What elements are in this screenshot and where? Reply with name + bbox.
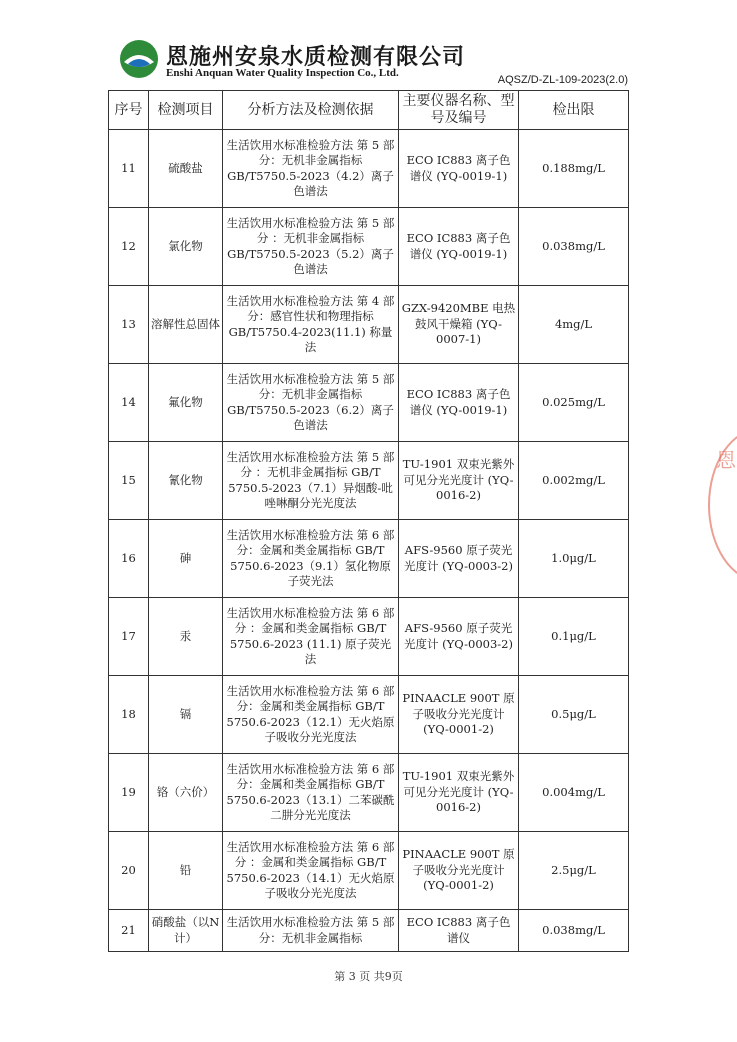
table-row — [109, 520, 629, 598]
cell-instrument: AFS-9560 原子荧光光度计 (YQ-0003-2) — [399, 520, 519, 598]
cell-method: 生活饮用水标准检验方法 第 4 部分：感官性状和物理指标 GB/T5750.4-2023(11.1) 称量法 — [223, 286, 399, 364]
cell-item: 砷 — [149, 520, 223, 598]
test-methods-table — [108, 90, 629, 952]
cell-item: 氯化物 — [149, 208, 223, 286]
cell-method: 生活饮用水标准检验方法 第 6 部分 ：金属和类金属指标 GB/T 5750.6-2023 (11.1) 原子荧光法 — [223, 598, 399, 676]
cell-no: 19 — [109, 754, 149, 832]
cell-item: 氟化物 — [149, 364, 223, 442]
cell-item: 氰化物 — [149, 442, 223, 520]
table-row — [109, 208, 629, 286]
cell-limit: 1.0μg/L — [519, 520, 629, 598]
cell-limit: 0.002mg/L — [519, 442, 629, 520]
cell-no: 11 — [109, 130, 149, 208]
cell-method: 生活饮用水标准检验方法 第 5 部分：无机非金属指标 GB/T5750.5-2023（4.2）离子色谱法 — [223, 130, 399, 208]
table-header-row — [109, 91, 629, 130]
cell-no: 18 — [109, 676, 149, 754]
cell-instrument: ECO IC883 离子色谱仪 (YQ-0019-1) — [399, 130, 519, 208]
cell-instrument: GZX-9420MBE 电热鼓风干燥箱 (YQ-0007-1) — [399, 286, 519, 364]
cell-limit: 0.038mg/L — [519, 208, 629, 286]
cell-item: 溶解性总固体 — [149, 286, 223, 364]
company-name-en: Enshi Anquan Water Quality Inspection Co., Ltd. — [166, 67, 399, 79]
cell-limit: 2.5μg/L — [519, 832, 629, 910]
cell-limit: 0.038mg/L — [519, 910, 629, 952]
cell-limit: 0.004mg/L — [519, 754, 629, 832]
company-name-cn: 恩施州安泉水质检测有限公司 — [166, 44, 466, 70]
header-no: 序号 — [109, 91, 149, 130]
table-row — [109, 286, 629, 364]
cell-item: 汞 — [149, 598, 223, 676]
cell-instrument: ECO IC883 离子色谱仪 (YQ-0019-1) — [399, 208, 519, 286]
cell-method: 生活饮用水标准检验方法 第 5 部分：无机非金属指标 GB/T5750.5-2023（6.2）离子色谱法 — [223, 364, 399, 442]
cell-limit: 0.1μg/L — [519, 598, 629, 676]
cell-no: 21 — [109, 910, 149, 952]
table-row — [109, 130, 629, 208]
cell-instrument: PINAACLE 900T 原子吸收分光光度计 (YQ-0001-2) — [399, 832, 519, 910]
table-row — [109, 442, 629, 520]
table-row — [109, 676, 629, 754]
page-header — [118, 36, 638, 92]
header-instrument: 主要仪器名称、型号及编号 — [399, 91, 519, 130]
table-row — [109, 910, 629, 952]
table-row — [109, 754, 629, 832]
cell-instrument: ECO IC883 离子色谱仪 — [399, 910, 519, 952]
cell-item: 镉 — [149, 676, 223, 754]
stamp-text: 恩 — [716, 448, 736, 472]
cell-limit: 0.5μg/L — [519, 676, 629, 754]
cell-limit: 4mg/L — [519, 286, 629, 364]
cell-instrument: TU-1901 双束光紫外可见分光光度计 (YQ-0016-2) — [399, 754, 519, 832]
cell-no: 15 — [109, 442, 149, 520]
company-logo-icon — [118, 38, 160, 80]
header-method: 分析方法及检测依据 — [223, 91, 399, 130]
cell-no: 20 — [109, 832, 149, 910]
cell-no: 12 — [109, 208, 149, 286]
cell-method: 生活饮用水标准检验方法 第 6 部分：金属和类金属指标 GB/T 5750.6-2023（13.1）二苯碳酰二肼分光光度法 — [223, 754, 399, 832]
cell-item: 铅 — [149, 832, 223, 910]
cell-instrument: AFS-9560 原子荧光光度计 (YQ-0003-2) — [399, 598, 519, 676]
cell-limit: 0.025mg/L — [519, 364, 629, 442]
table-row — [109, 364, 629, 442]
cell-no: 13 — [109, 286, 149, 364]
cell-instrument: ECO IC883 离子色谱仪 (YQ-0019-1) — [399, 364, 519, 442]
cell-instrument: TU-1901 双束光紫外可见分光光度计 (YQ-0016-2) — [399, 442, 519, 520]
cell-method: 生活饮用水标准检验方法 第 6 部分：金属和类金属指标 GB/T 5750.6-2023（9.1）氢化物原子荧光法 — [223, 520, 399, 598]
cell-method: 生活饮用水标准检验方法 第 5 部分：无机非金属指标 — [223, 910, 399, 952]
cell-method: 生活饮用水标准检验方法 第 6 部分：金属和类金属指标 GB/T 5750.6-2023（12.1）无火焰原子吸收分光光度法 — [223, 676, 399, 754]
cell-item: 铬（六价） — [149, 754, 223, 832]
header-item: 检测项目 — [149, 91, 223, 130]
cell-instrument: PINAACLE 900T 原子吸收分光光度计 (YQ-0001-2) — [399, 676, 519, 754]
cell-no: 14 — [109, 364, 149, 442]
cell-item: 硫酸盐 — [149, 130, 223, 208]
header-limit: 检出限 — [519, 91, 629, 130]
page-number: 第 3 页 共9页 — [334, 970, 403, 983]
table-row — [109, 598, 629, 676]
cell-no: 16 — [109, 520, 149, 598]
document-code: AQSZ/D-ZL-109-2023(2.0) — [497, 74, 628, 86]
cell-limit: 0.188mg/L — [519, 130, 629, 208]
cell-method: 生活饮用水标准检验方法 第 6 部分 ：金属和类金属指标 GB/T 5750.6-2023（14.1）无火焰原子吸收分光光度法 — [223, 832, 399, 910]
cell-method: 生活饮用水标准检验方法 第 5 部分 ：无机非金属指标 GB/T 5750.5-2023（7.1）异烟酸-吡唑啉酮分光光度法 — [223, 442, 399, 520]
cell-no: 17 — [109, 598, 149, 676]
cell-item: 硝酸盐（以N计） — [149, 910, 223, 952]
cell-method: 生活饮用水标准检验方法 第 5 部分 ：无机非金属指标 GB/T5750.5-2023（5.2）离子色谱法 — [223, 208, 399, 286]
table-row — [109, 832, 629, 910]
